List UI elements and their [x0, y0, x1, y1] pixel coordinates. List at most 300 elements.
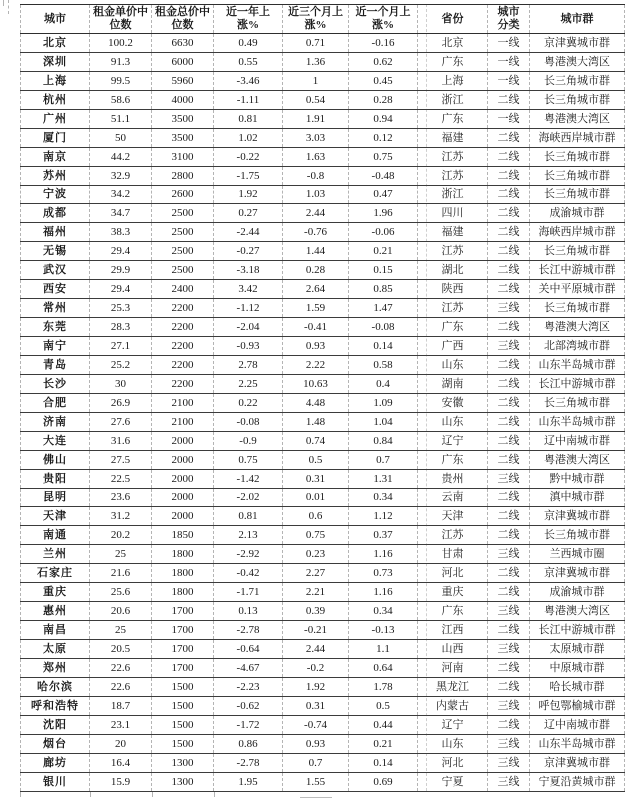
cell-cluster: 山东半岛城市群: [530, 356, 625, 374]
cell-m3_change: 0.6: [283, 507, 349, 525]
cell-tier: 二线: [488, 526, 530, 544]
table-row: [20, 280, 625, 299]
table-row: [20, 697, 625, 716]
cell-cluster: 滇中城市群: [530, 489, 625, 507]
cell-province: 甘肃: [418, 545, 488, 563]
cell-province: 浙江: [418, 186, 488, 204]
cell-total_price: 3500: [152, 110, 214, 128]
cell-yoy_change: -1.75: [214, 167, 283, 185]
cell-city: 石家庄: [20, 564, 90, 582]
cell-m1_change: 0.37: [349, 526, 418, 544]
cell-tier: 二线: [488, 489, 530, 507]
cell-cluster: 海峡西岸城市群: [530, 129, 625, 147]
cell-city: 南京: [20, 148, 90, 166]
cell-m3_change: 0.31: [283, 470, 349, 488]
cell-unit_price: 21.6: [90, 564, 152, 582]
cell-province: 云南: [418, 489, 488, 507]
cell-province: 安徽: [418, 394, 488, 412]
cell-m3_change: 1.92: [283, 678, 349, 696]
table-row: [20, 337, 625, 356]
table-row: [20, 413, 625, 432]
cell-yoy_change: -0.27: [214, 242, 283, 260]
cell-yoy_change: -0.42: [214, 564, 283, 582]
cell-yoy_change: -2.44: [214, 223, 283, 241]
cell-m3_change: 1.48: [283, 413, 349, 431]
cell-province: 重庆: [418, 583, 488, 601]
cell-unit_price: 30: [90, 375, 152, 393]
cell-city: 昆明: [20, 489, 90, 507]
cell-yoy_change: -0.9: [214, 432, 283, 450]
table-header-row: [20, 5, 625, 34]
cell-unit_price: 27.6: [90, 413, 152, 431]
cell-m3_change: 0.74: [283, 432, 349, 450]
cell-cluster: 呼包鄂榆城市群: [530, 697, 625, 715]
cell-unit_price: 16.4: [90, 754, 152, 772]
cell-cluster: 辽中南城市群: [530, 716, 625, 734]
cell-unit_price: 91.3: [90, 53, 152, 71]
cell-m1_change: 0.58: [349, 356, 418, 374]
table-row: [20, 356, 625, 375]
cell-m1_change: 0.75: [349, 148, 418, 166]
table-row: [20, 583, 625, 602]
table-row: [20, 451, 625, 470]
cell-yoy_change: 1.92: [214, 186, 283, 204]
cell-city: 贵阳: [20, 470, 90, 488]
cell-unit_price: 18.7: [90, 697, 152, 715]
cell-m3_change: 0.31: [283, 697, 349, 715]
cell-cluster: 长三角城市群: [530, 91, 625, 109]
column-header-line: 涨%: [237, 19, 259, 31]
cell-total_price: 2800: [152, 167, 214, 185]
stray-gridline-mark: [8, 0, 9, 14]
cell-cluster: 海峡西岸城市群: [530, 223, 625, 241]
cell-m1_change: 0.21: [349, 242, 418, 260]
table-row: [20, 507, 625, 526]
table-row: [20, 261, 625, 280]
cell-province: 河北: [418, 564, 488, 582]
cell-city: 常州: [20, 299, 90, 317]
cell-total_price: 2500: [152, 223, 214, 241]
cell-province: 宁夏: [418, 773, 488, 791]
cell-m1_change: -0.13: [349, 621, 418, 639]
cell-city: 成都: [20, 204, 90, 222]
cell-tier: 一线: [488, 110, 530, 128]
cell-total_price: 5960: [152, 72, 214, 90]
cell-yoy_change: 0.75: [214, 451, 283, 469]
cell-total_price: 1500: [152, 716, 214, 734]
cell-tier: 二线: [488, 356, 530, 374]
column-header-line: 位数: [109, 19, 132, 31]
cell-cluster: 粤港澳大湾区: [530, 451, 625, 469]
cell-cluster: 粤港澳大湾区: [530, 110, 625, 128]
cell-m3_change: 1.44: [283, 242, 349, 260]
cell-unit_price: 44.2: [90, 148, 152, 166]
table-row: [20, 659, 625, 678]
cell-unit_price: 29.9: [90, 261, 152, 279]
cell-m1_change: -0.08: [349, 318, 418, 336]
cell-total_price: 2000: [152, 489, 214, 507]
cell-province: 山东: [418, 356, 488, 374]
cell-yoy_change: -0.93: [214, 337, 283, 355]
cell-tier: 三线: [488, 602, 530, 620]
cell-cluster: 京津冀城市群: [530, 507, 625, 525]
cell-province: 山西: [418, 640, 488, 658]
cell-unit_price: 25.6: [90, 583, 152, 601]
cell-cluster: 北部湾城市群: [530, 337, 625, 355]
column-header-yoy_change: [214, 5, 283, 33]
column-header-line: 近一年上: [226, 6, 270, 18]
cell-m1_change: 0.44: [349, 716, 418, 734]
cell-city: 厦门: [20, 129, 90, 147]
cell-province: 辽宁: [418, 432, 488, 450]
cell-total_price: 2200: [152, 318, 214, 336]
column-header-line: 近三个月上: [288, 6, 343, 18]
cell-total_price: 3500: [152, 129, 214, 147]
cell-yoy_change: 0.27: [214, 204, 283, 222]
cell-m1_change: 0.94: [349, 110, 418, 128]
cell-province: 河南: [418, 659, 488, 677]
cell-yoy_change: -0.22: [214, 148, 283, 166]
cell-yoy_change: -0.08: [214, 413, 283, 431]
cell-province: 贵州: [418, 470, 488, 488]
cell-unit_price: 25: [90, 621, 152, 639]
cell-tier: 三线: [488, 337, 530, 355]
cell-m3_change: 1.03: [283, 186, 349, 204]
table-row: [20, 621, 625, 640]
cell-tier: 一线: [488, 72, 530, 90]
cell-total_price: 1500: [152, 678, 214, 696]
cell-city: 上海: [20, 72, 90, 90]
table-row: [20, 735, 625, 754]
table-row: [20, 72, 625, 91]
cell-m1_change: -0.06: [349, 223, 418, 241]
cell-unit_price: 27.1: [90, 337, 152, 355]
cell-m1_change: 0.15: [349, 261, 418, 279]
cell-city: 烟台: [20, 735, 90, 753]
column-header-line: 租金总价中: [155, 6, 210, 18]
cell-total_price: 1700: [152, 640, 214, 658]
cell-tier: 二线: [488, 375, 530, 393]
table-row: [20, 489, 625, 508]
table-row: [20, 186, 625, 205]
cell-yoy_change: -3.46: [214, 72, 283, 90]
table-row: [20, 432, 625, 451]
cell-m1_change: 0.64: [349, 659, 418, 677]
cell-tier: 二线: [488, 659, 530, 677]
table-row: [20, 716, 625, 735]
cell-tier: 三线: [488, 299, 530, 317]
column-header-line: 分类: [497, 19, 520, 31]
table-row: [20, 167, 625, 186]
cell-cluster: 黔中城市群: [530, 470, 625, 488]
cell-unit_price: 25.3: [90, 299, 152, 317]
cell-tier: 二线: [488, 678, 530, 696]
cell-province: 河北: [418, 754, 488, 772]
cell-province: 广东: [418, 53, 488, 71]
cell-yoy_change: 2.13: [214, 526, 283, 544]
cell-m3_change: 2.44: [283, 204, 349, 222]
cell-tier: 二线: [488, 413, 530, 431]
table-row: [20, 640, 625, 659]
cell-province: 江苏: [418, 148, 488, 166]
cell-unit_price: 25.2: [90, 356, 152, 374]
table-row: [20, 470, 625, 489]
cell-city: 杭州: [20, 91, 90, 109]
cell-tier: 二线: [488, 280, 530, 298]
cell-total_price: 1800: [152, 564, 214, 582]
cell-tier: 二线: [488, 167, 530, 185]
column-header-city: [20, 5, 90, 33]
stray-gridline-mark: [300, 797, 332, 798]
cell-cluster: 长三角城市群: [530, 299, 625, 317]
cell-yoy_change: -0.64: [214, 640, 283, 658]
cell-city: 武汉: [20, 261, 90, 279]
column-header-cluster: [530, 5, 625, 33]
cell-tier: 二线: [488, 223, 530, 241]
cell-tier: 二线: [488, 242, 530, 260]
cell-tier: 二线: [488, 432, 530, 450]
cell-city: 东莞: [20, 318, 90, 336]
cell-province: 福建: [418, 129, 488, 147]
cell-city: 银川: [20, 773, 90, 791]
cell-city: 沈阳: [20, 716, 90, 734]
cell-unit_price: 27.5: [90, 451, 152, 469]
cell-unit_price: 15.9: [90, 773, 152, 791]
cell-unit_price: 31.2: [90, 507, 152, 525]
cell-city: 大连: [20, 432, 90, 450]
cell-yoy_change: -2.02: [214, 489, 283, 507]
cell-m1_change: 0.47: [349, 186, 418, 204]
table-row: [20, 223, 625, 242]
cell-m1_change: 1.12: [349, 507, 418, 525]
column-header-m1_change: [349, 5, 418, 33]
cell-m1_change: -0.48: [349, 167, 418, 185]
cell-unit_price: 25: [90, 545, 152, 563]
cell-province: 广东: [418, 318, 488, 336]
cell-tier: 三线: [488, 773, 530, 791]
table-row: [20, 34, 625, 53]
cell-city: 广州: [20, 110, 90, 128]
table-row: [20, 394, 625, 413]
cell-tier: 三线: [488, 640, 530, 658]
table-row: [20, 526, 625, 545]
cell-city: 苏州: [20, 167, 90, 185]
cell-unit_price: 26.9: [90, 394, 152, 412]
cell-unit_price: 22.5: [90, 470, 152, 488]
column-header-province: [418, 5, 488, 33]
cell-tier: 二线: [488, 261, 530, 279]
cell-m3_change: 0.28: [283, 261, 349, 279]
cell-m1_change: 0.21: [349, 735, 418, 753]
cell-m3_change: 2.44: [283, 640, 349, 658]
cell-total_price: 1300: [152, 754, 214, 772]
column-header-tier: [488, 5, 530, 33]
cell-province: 山东: [418, 413, 488, 431]
table-row: [20, 754, 625, 773]
cell-cluster: 成渝城市群: [530, 583, 625, 601]
cell-total_price: 1500: [152, 735, 214, 753]
cell-city: 西安: [20, 280, 90, 298]
cell-total_price: 6630: [152, 34, 214, 52]
cell-m1_change: 1.78: [349, 678, 418, 696]
cell-total_price: 1700: [152, 602, 214, 620]
cell-total_price: 2000: [152, 507, 214, 525]
cell-total_price: 2200: [152, 299, 214, 317]
cell-unit_price: 100.2: [90, 34, 152, 52]
cell-total_price: 3100: [152, 148, 214, 166]
cell-unit_price: 34.2: [90, 186, 152, 204]
cell-tier: 三线: [488, 735, 530, 753]
cell-city: 太原: [20, 640, 90, 658]
cell-m3_change: -0.2: [283, 659, 349, 677]
cell-tier: 二线: [488, 318, 530, 336]
cell-m3_change: 1.91: [283, 110, 349, 128]
cell-total_price: 2600: [152, 186, 214, 204]
cell-city: 天津: [20, 507, 90, 525]
column-header-line: 涨%: [304, 19, 327, 31]
cell-city: 无锡: [20, 242, 90, 260]
column-header-m3_change: [283, 5, 349, 33]
cell-m1_change: 1.47: [349, 299, 418, 317]
cell-total_price: 2200: [152, 375, 214, 393]
cell-yoy_change: -2.78: [214, 621, 283, 639]
table-row: [20, 204, 625, 223]
cell-m3_change: 1: [283, 72, 349, 90]
cell-m1_change: 1.96: [349, 204, 418, 222]
cell-m3_change: 4.48: [283, 394, 349, 412]
cell-province: 辽宁: [418, 716, 488, 734]
cell-cluster: 兰西城市圈: [530, 545, 625, 563]
cell-m1_change: 0.28: [349, 91, 418, 109]
table-row: [20, 129, 625, 148]
table-row: [20, 375, 625, 394]
cell-tier: 三线: [488, 697, 530, 715]
cell-cluster: 长三角城市群: [530, 148, 625, 166]
cell-m1_change: 0.34: [349, 489, 418, 507]
cell-m3_change: -0.21: [283, 621, 349, 639]
cell-total_price: 2400: [152, 280, 214, 298]
cell-cluster: 成渝城市群: [530, 204, 625, 222]
column-header-line: 城市: [497, 6, 520, 18]
cell-city: 宁波: [20, 186, 90, 204]
cell-unit_price: 31.6: [90, 432, 152, 450]
cell-city: 长沙: [20, 375, 90, 393]
table-row: [20, 242, 625, 261]
cell-total_price: 2100: [152, 413, 214, 431]
cell-m3_change: 1.55: [283, 773, 349, 791]
cell-tier: 二线: [488, 451, 530, 469]
cell-province: 山东: [418, 735, 488, 753]
cell-m1_change: 0.73: [349, 564, 418, 582]
cell-unit_price: 29.4: [90, 280, 152, 298]
column-header-line: 城市群: [560, 12, 594, 25]
cell-total_price: 1700: [152, 659, 214, 677]
cell-tier: 三线: [488, 545, 530, 563]
cell-m1_change: 1.09: [349, 394, 418, 412]
cell-cluster: 京津冀城市群: [530, 754, 625, 772]
cell-yoy_change: -1.12: [214, 299, 283, 317]
cell-city: 南宁: [20, 337, 90, 355]
column-header-line: 城市: [44, 12, 66, 25]
cell-m1_change: 0.84: [349, 432, 418, 450]
cell-tier: 二线: [488, 564, 530, 582]
column-header-line: 位数: [171, 19, 194, 31]
cell-m3_change: 0.93: [283, 337, 349, 355]
cell-cluster: 长三角城市群: [530, 526, 625, 544]
cell-cluster: 长江中游城市群: [530, 621, 625, 639]
cell-province: 天津: [418, 507, 488, 525]
cell-tier: 二线: [488, 621, 530, 639]
cell-cluster: 中原城市群: [530, 659, 625, 677]
cell-m1_change: 0.69: [349, 773, 418, 791]
cell-city: 惠州: [20, 602, 90, 620]
cell-m3_change: 0.7: [283, 754, 349, 772]
cell-total_price: 2200: [152, 337, 214, 355]
cell-cluster: 长三角城市群: [530, 167, 625, 185]
cell-total_price: 2500: [152, 204, 214, 222]
cell-province: 广东: [418, 110, 488, 128]
cell-city: 廊坊: [20, 754, 90, 772]
cell-tier: 二线: [488, 394, 530, 412]
cell-total_price: 1800: [152, 583, 214, 601]
cell-yoy_change: -2.78: [214, 754, 283, 772]
cell-m1_change: 0.34: [349, 602, 418, 620]
cell-yoy_change: 2.78: [214, 356, 283, 374]
cell-cluster: 长三角城市群: [530, 242, 625, 260]
cell-total_price: 2000: [152, 432, 214, 450]
cell-city: 佛山: [20, 451, 90, 469]
cell-unit_price: 29.4: [90, 242, 152, 260]
cell-yoy_change: -3.18: [214, 261, 283, 279]
cell-m1_change: -0.16: [349, 34, 418, 52]
cell-m1_change: 0.85: [349, 280, 418, 298]
cell-tier: 二线: [488, 204, 530, 222]
table-row: [20, 545, 625, 564]
cell-province: 内蒙古: [418, 697, 488, 715]
table-row: [20, 564, 625, 583]
cell-cluster: 长三角城市群: [530, 186, 625, 204]
cell-cluster: 山东半岛城市群: [530, 413, 625, 431]
cell-unit_price: 20.5: [90, 640, 152, 658]
cell-province: 四川: [418, 204, 488, 222]
cell-province: 江苏: [418, 242, 488, 260]
cell-unit_price: 99.5: [90, 72, 152, 90]
cell-city: 南昌: [20, 621, 90, 639]
table-row: [20, 110, 625, 129]
cell-m1_change: 0.5: [349, 697, 418, 715]
cell-cluster: 粤港澳大湾区: [530, 318, 625, 336]
cell-tier: 二线: [488, 186, 530, 204]
cell-total_price: 1700: [152, 621, 214, 639]
cell-m1_change: 0.62: [349, 53, 418, 71]
cell-cluster: 关中平原城市群: [530, 280, 625, 298]
cell-city: 哈尔滨: [20, 678, 90, 696]
cell-m1_change: 1.1: [349, 640, 418, 658]
cell-province: 北京: [418, 34, 488, 52]
cell-yoy_change: 1.02: [214, 129, 283, 147]
cell-total_price: 1500: [152, 697, 214, 715]
cell-total_price: 2500: [152, 261, 214, 279]
column-header-line: 省份: [441, 12, 464, 25]
cell-cluster: 长三角城市群: [530, 72, 625, 90]
cell-yoy_change: -0.62: [214, 697, 283, 715]
cell-province: 广东: [418, 602, 488, 620]
cell-cluster: 长三角城市群: [530, 394, 625, 412]
table-row: [20, 773, 625, 792]
table-row: [20, 299, 625, 318]
cell-m1_change: 0.7: [349, 451, 418, 469]
cell-m3_change: 1.63: [283, 148, 349, 166]
